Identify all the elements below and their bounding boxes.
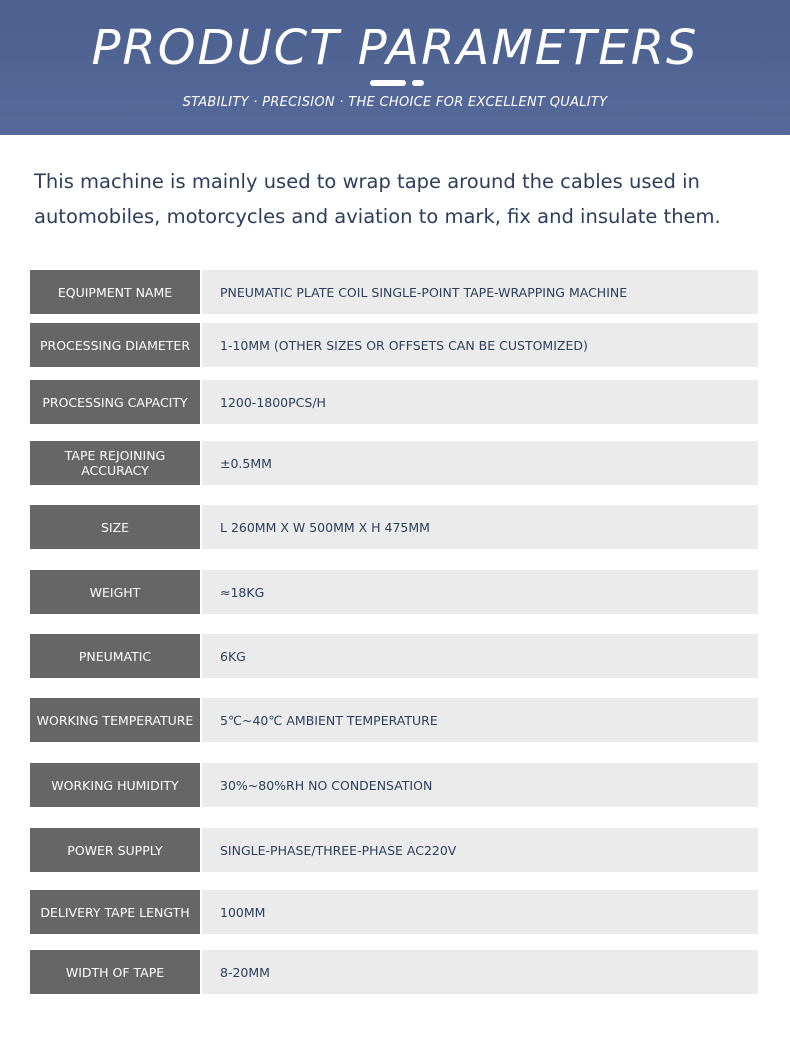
param-label: PNEUMATIC [30, 634, 200, 678]
param-value: PNEUMATIC PLATE COIL SINGLE-POINT TAPE-WRAPPING MACHINE [202, 270, 758, 314]
header-banner [0, 0, 790, 135]
param-label: POWER SUPPLY [30, 828, 200, 872]
param-value: 5℃~40℃ AMBIENT TEMPERATURE [202, 698, 758, 742]
param-value: ±0.5MM [202, 441, 758, 485]
param-label: WORKING TEMPERATURE [30, 698, 200, 742]
param-row-tape-rejoining-accuracy [30, 441, 758, 485]
param-value: 30%~80%RH NO CONDENSATION [202, 763, 758, 807]
param-label: SIZE [30, 505, 200, 549]
param-value: 100MM [202, 890, 758, 934]
param-row-equipment-name [30, 270, 758, 314]
param-label: TAPE REJOINING ACCURACY [30, 441, 200, 485]
param-row-pneumatic [30, 634, 758, 678]
param-value: 8-20MM [202, 950, 758, 994]
param-label: DELIVERY TAPE LENGTH [30, 890, 200, 934]
param-row-processing-capacity [30, 380, 758, 424]
param-label: PROCESSING CAPACITY [30, 380, 200, 424]
param-row-size [30, 505, 758, 549]
param-row-weight [30, 570, 758, 614]
param-value: SINGLE-PHASE/THREE-PHASE AC220V [202, 828, 758, 872]
param-value: 1200-1800PCS/H [202, 380, 758, 424]
param-row-power-supply [30, 828, 758, 872]
param-row-delivery-tape-length [30, 890, 758, 934]
param-value: L 260MM X W 500MM X H 475MM [202, 505, 758, 549]
param-row-working-temperature [30, 698, 758, 742]
intro-paragraph: This machine is mainly used to wrap tape around the cables used in automobiles, motorcycles and aviation to mark, fix and insulate them. [34, 170, 721, 228]
param-row-width-of-tape [30, 950, 758, 994]
param-label: EQUIPMENT NAME [30, 270, 200, 314]
param-row-working-humidity [30, 763, 758, 807]
page-title: PRODUCT PARAMETERS [91, 20, 699, 76]
divider-dot [412, 80, 424, 86]
param-label: WIDTH OF TAPE [30, 950, 200, 994]
param-value: ≈18KG [202, 570, 758, 614]
param-label: WEIGHT [30, 570, 200, 614]
page-subtitle: STABILITY · PRECISION · THE CHOICE FOR EXCELLENT QUALITY [182, 95, 608, 110]
divider-bar [370, 80, 406, 86]
param-label: PROCESSING DIAMETER [30, 323, 200, 367]
param-value: 1-10MM (OTHER SIZES OR OFFSETS CAN BE CUSTOMIZED) [202, 323, 758, 367]
param-value: 6KG [202, 634, 758, 678]
param-label: WORKING HUMIDITY [30, 763, 200, 807]
param-row-processing-diameter [30, 323, 758, 367]
